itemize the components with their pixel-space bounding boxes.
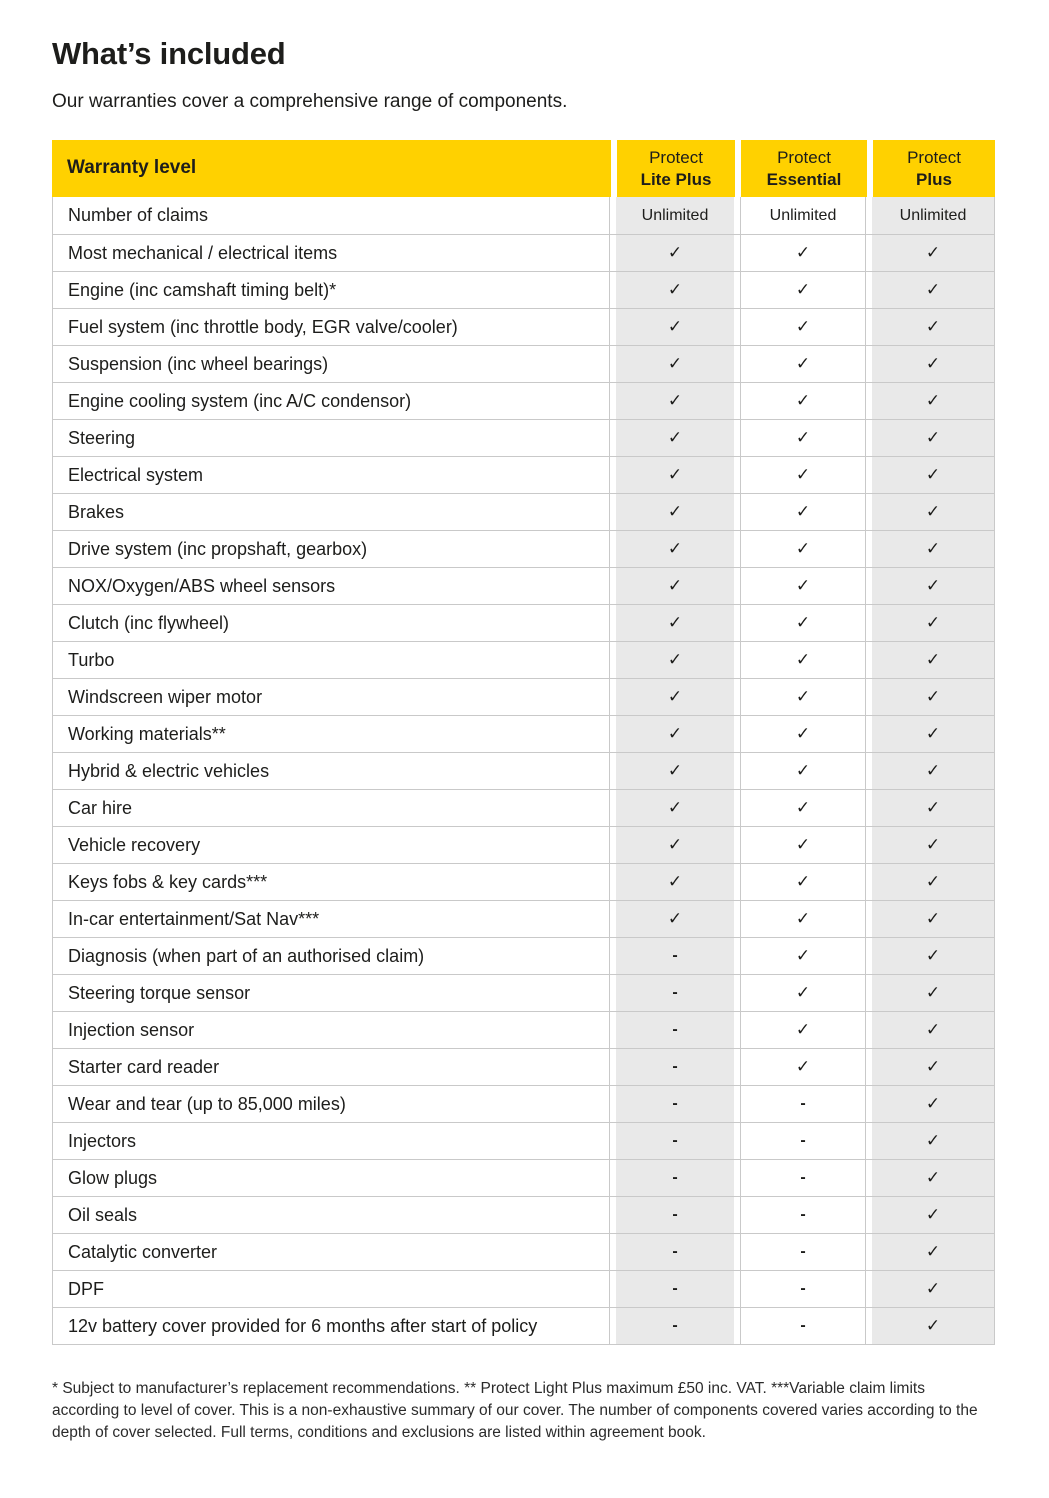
check-icon: ✓ <box>925 539 941 558</box>
check-icon: ✓ <box>667 317 683 336</box>
cell-protect-essential <box>740 235 866 271</box>
check-icon: ✓ <box>667 687 683 706</box>
table-row <box>53 1122 994 1159</box>
cell-protect-essential <box>740 568 866 604</box>
cell-protect-plus <box>872 235 994 271</box>
cell-protect-plus <box>872 1234 994 1270</box>
footnote: * Subject to manufacturer’s replacement recommendations. ** Protect Light Plus maximum £50 inc. VAT. ***Variable claim limits according to level of cover. This is a non-exhaustive summary of our cover. The number of components covered varies according to the depth of cover selected. Full terms, conditions and exclusions are listed within agreement book. <box>52 1380 978 1441</box>
cell-protect-essential <box>740 197 866 234</box>
cell-protect-lite-plus <box>616 901 734 937</box>
cell-protect-essential <box>740 531 866 567</box>
cell-protect-plus <box>872 679 994 715</box>
cell-protect-essential <box>740 309 866 345</box>
cell-protect-lite-plus <box>616 1197 734 1233</box>
check-icon: ✓ <box>667 354 683 373</box>
check-icon: ✓ <box>795 1020 811 1039</box>
check-icon: ✓ <box>795 650 811 669</box>
table-row <box>53 271 994 308</box>
check-icon: ✓ <box>925 428 941 447</box>
check-icon: ✓ <box>667 391 683 410</box>
check-icon: ✓ <box>667 428 683 447</box>
check-icon: ✓ <box>925 872 941 891</box>
check-icon: ✓ <box>795 613 811 632</box>
check-icon: ✓ <box>925 317 941 336</box>
cell-protect-essential <box>740 938 866 974</box>
row-label: Working materials** <box>53 716 610 752</box>
row-label: Keys fobs & key cards*** <box>53 864 610 900</box>
cell-protect-essential <box>740 1197 866 1233</box>
row-label: Electrical system <box>53 457 610 493</box>
row-label: Glow plugs <box>53 1160 610 1196</box>
check-icon: ✓ <box>667 502 683 521</box>
cell-protect-plus <box>872 1123 994 1159</box>
plan-tier: Essential <box>766 169 842 189</box>
cell-protect-essential <box>740 975 866 1011</box>
row-label: Fuel system (inc throttle body, EGR valve/cooler) <box>53 309 610 345</box>
plan-brand: Protect <box>649 147 703 167</box>
cell-protect-lite-plus <box>616 642 734 678</box>
cell-protect-essential <box>740 827 866 863</box>
cell-protect-plus <box>872 642 994 678</box>
cell-protect-lite-plus <box>616 309 734 345</box>
check-icon: ✓ <box>925 835 941 854</box>
check-icon: ✓ <box>925 687 941 706</box>
check-icon: ✓ <box>795 798 811 817</box>
dash-icon: - <box>800 1243 806 1260</box>
check-icon: ✓ <box>925 650 941 669</box>
cell-protect-plus <box>872 1308 994 1344</box>
table-row <box>53 1085 994 1122</box>
plan-brand: Protect <box>907 147 961 167</box>
dash-icon: - <box>672 1206 678 1223</box>
dash-icon: - <box>800 1280 806 1297</box>
row-label: Vehicle recovery <box>53 827 610 863</box>
plan-tier: Lite Plus <box>640 169 712 189</box>
check-icon: ✓ <box>795 465 811 484</box>
cell-protect-plus <box>872 1160 994 1196</box>
check-icon: ✓ <box>667 613 683 632</box>
check-icon: ✓ <box>795 761 811 780</box>
row-label: In-car entertainment/Sat Nav*** <box>53 901 610 937</box>
cell-protect-essential <box>740 716 866 752</box>
dash-icon: - <box>800 1317 806 1334</box>
table-row <box>53 382 994 419</box>
cell-protect-plus <box>872 901 994 937</box>
check-icon: ✓ <box>795 983 811 1002</box>
row-label: Brakes <box>53 494 610 530</box>
check-icon: ✓ <box>795 835 811 854</box>
check-icon: ✓ <box>795 1057 811 1076</box>
check-icon: ✓ <box>925 909 941 928</box>
cell-protect-plus <box>872 1197 994 1233</box>
table-row <box>53 493 994 530</box>
dash-icon: - <box>800 1095 806 1112</box>
cell-protect-plus <box>872 420 994 456</box>
cell-protect-plus <box>872 790 994 826</box>
header-protect-essential <box>741 140 867 197</box>
check-icon: ✓ <box>925 724 941 743</box>
check-icon: ✓ <box>925 1316 941 1335</box>
dash-icon: - <box>672 1058 678 1075</box>
table-row <box>53 1159 994 1196</box>
dash-icon: - <box>672 1095 678 1112</box>
row-label: Steering <box>53 420 610 456</box>
cell-protect-lite-plus <box>616 864 734 900</box>
cell-protect-lite-plus <box>616 568 734 604</box>
check-icon: ✓ <box>667 872 683 891</box>
row-label: Hybrid & electric vehicles <box>53 753 610 789</box>
cell-protect-essential <box>740 1234 866 1270</box>
check-icon: ✓ <box>925 576 941 595</box>
check-icon: ✓ <box>925 354 941 373</box>
table-row <box>53 678 994 715</box>
check-icon: ✓ <box>925 502 941 521</box>
check-icon: ✓ <box>795 502 811 521</box>
cell-protect-lite-plus <box>616 679 734 715</box>
dash-icon: - <box>672 984 678 1001</box>
table-row <box>53 863 994 900</box>
cell-protect-plus <box>872 494 994 530</box>
check-icon: ✓ <box>925 1279 941 1298</box>
dash-icon: - <box>800 1132 806 1149</box>
table-row <box>53 641 994 678</box>
header-protect-plus <box>873 140 995 197</box>
row-label: Oil seals <box>53 1197 610 1233</box>
cell-protect-lite-plus <box>616 1086 734 1122</box>
plan-tier: Plus <box>916 169 952 189</box>
row-label: Car hire <box>53 790 610 826</box>
header-warranty-level: Warranty level <box>52 140 611 197</box>
table-row <box>53 1270 994 1307</box>
check-icon: ✓ <box>795 243 811 262</box>
check-icon: ✓ <box>795 354 811 373</box>
warranty-comparison-table <box>52 140 995 1345</box>
table-row <box>53 530 994 567</box>
table-row <box>53 1011 994 1048</box>
cell-protect-essential <box>740 420 866 456</box>
check-icon: ✓ <box>667 576 683 595</box>
cell-protect-plus <box>872 531 994 567</box>
table-row <box>53 1048 994 1085</box>
check-icon: ✓ <box>925 798 941 817</box>
check-icon: ✓ <box>925 613 941 632</box>
cell-protect-plus <box>872 753 994 789</box>
dash-icon: - <box>672 1132 678 1149</box>
row-label: Injection sensor <box>53 1012 610 1048</box>
cell-text: Unlimited <box>899 206 967 224</box>
cell-protect-essential <box>740 272 866 308</box>
row-label: Starter card reader <box>53 1049 610 1085</box>
dash-icon: - <box>672 1243 678 1260</box>
table-row <box>53 1307 994 1344</box>
row-label: Injectors <box>53 1123 610 1159</box>
cell-protect-lite-plus <box>616 383 734 419</box>
cell-protect-lite-plus <box>616 1160 734 1196</box>
cell-protect-lite-plus <box>616 753 734 789</box>
check-icon: ✓ <box>667 835 683 854</box>
check-icon: ✓ <box>795 946 811 965</box>
cell-protect-lite-plus <box>616 494 734 530</box>
check-icon: ✓ <box>667 761 683 780</box>
cell-protect-essential <box>740 1012 866 1048</box>
cell-protect-plus <box>872 975 994 1011</box>
page-subtitle: Our warranties cover a comprehensive range of components. <box>52 91 568 112</box>
row-label: Engine (inc camshaft timing belt)* <box>53 272 610 308</box>
dash-icon: - <box>672 1021 678 1038</box>
cell-protect-lite-plus <box>616 1049 734 1085</box>
check-icon: ✓ <box>795 428 811 447</box>
check-icon: ✓ <box>925 1168 941 1187</box>
check-icon: ✓ <box>795 280 811 299</box>
cell-protect-lite-plus <box>616 975 734 1011</box>
cell-protect-essential <box>740 679 866 715</box>
cell-protect-lite-plus <box>616 197 734 234</box>
table-row <box>53 419 994 456</box>
table-row <box>53 234 994 271</box>
cell-text: Unlimited <box>769 206 837 224</box>
cell-protect-essential <box>740 494 866 530</box>
check-icon: ✓ <box>925 465 941 484</box>
dash-icon: - <box>800 1169 806 1186</box>
check-icon: ✓ <box>925 243 941 262</box>
check-icon: ✓ <box>667 465 683 484</box>
cell-protect-plus <box>872 605 994 641</box>
check-icon: ✓ <box>795 539 811 558</box>
check-icon: ✓ <box>795 576 811 595</box>
cell-protect-lite-plus <box>616 1123 734 1159</box>
cell-protect-essential <box>740 790 866 826</box>
row-label: Catalytic converter <box>53 1234 610 1270</box>
table-row <box>53 197 994 234</box>
check-icon: ✓ <box>925 1057 941 1076</box>
cell-protect-plus <box>872 383 994 419</box>
table-row <box>53 567 994 604</box>
cell-protect-plus <box>872 938 994 974</box>
row-label: DPF <box>53 1271 610 1307</box>
table-row <box>53 752 994 789</box>
cell-protect-essential <box>740 901 866 937</box>
cell-protect-lite-plus <box>616 235 734 271</box>
check-icon: ✓ <box>667 650 683 669</box>
row-label: Windscreen wiper motor <box>53 679 610 715</box>
check-icon: ✓ <box>925 983 941 1002</box>
row-label: Wear and tear (up to 85,000 miles) <box>53 1086 610 1122</box>
table-row <box>53 308 994 345</box>
cell-protect-lite-plus <box>616 272 734 308</box>
cell-protect-essential <box>740 1308 866 1344</box>
check-icon: ✓ <box>925 391 941 410</box>
table-row <box>53 826 994 863</box>
dash-icon: - <box>672 1280 678 1297</box>
dash-icon: - <box>672 1317 678 1334</box>
cell-protect-plus <box>872 457 994 493</box>
cell-protect-lite-plus <box>616 1234 734 1270</box>
check-icon: ✓ <box>667 243 683 262</box>
row-label: 12v battery cover provided for 6 months after start of policy <box>53 1308 610 1344</box>
cell-protect-essential <box>740 383 866 419</box>
cell-protect-plus <box>872 1271 994 1307</box>
table-row <box>53 974 994 1011</box>
cell-protect-essential <box>740 753 866 789</box>
check-icon: ✓ <box>925 1205 941 1224</box>
check-icon: ✓ <box>795 909 811 928</box>
header-protect-lite-plus <box>617 140 735 197</box>
dash-icon: - <box>672 1169 678 1186</box>
check-icon: ✓ <box>667 539 683 558</box>
table-row <box>53 900 994 937</box>
check-icon: ✓ <box>667 798 683 817</box>
cell-protect-lite-plus <box>616 1271 734 1307</box>
table-header-row <box>52 140 995 197</box>
table-row <box>53 1196 994 1233</box>
cell-protect-lite-plus <box>616 420 734 456</box>
cell-protect-plus <box>872 716 994 752</box>
table-row <box>53 1233 994 1270</box>
check-icon: ✓ <box>925 761 941 780</box>
cell-protect-plus <box>872 1049 994 1085</box>
dash-icon: - <box>800 1206 806 1223</box>
table-row <box>53 345 994 382</box>
table-row <box>53 789 994 826</box>
page-title: What’s included <box>52 36 286 71</box>
check-icon: ✓ <box>667 909 683 928</box>
check-icon: ✓ <box>795 872 811 891</box>
table-row <box>53 456 994 493</box>
cell-protect-lite-plus <box>616 605 734 641</box>
cell-protect-essential <box>740 605 866 641</box>
table-row <box>53 937 994 974</box>
cell-protect-essential <box>740 1271 866 1307</box>
cell-protect-lite-plus <box>616 531 734 567</box>
check-icon: ✓ <box>925 946 941 965</box>
row-label: Turbo <box>53 642 610 678</box>
check-icon: ✓ <box>667 280 683 299</box>
cell-protect-plus <box>872 864 994 900</box>
cell-protect-essential <box>740 457 866 493</box>
cell-protect-lite-plus <box>616 827 734 863</box>
cell-protect-essential <box>740 1049 866 1085</box>
row-label: Number of claims <box>53 197 610 234</box>
cell-protect-plus <box>872 827 994 863</box>
cell-protect-plus <box>872 272 994 308</box>
check-icon: ✓ <box>667 724 683 743</box>
cell-protect-plus <box>872 568 994 604</box>
row-label: Steering torque sensor <box>53 975 610 1011</box>
cell-protect-essential <box>740 864 866 900</box>
plan-brand: Protect <box>777 147 831 167</box>
cell-protect-essential <box>740 642 866 678</box>
cell-protect-plus <box>872 1086 994 1122</box>
table-body <box>52 197 995 1345</box>
row-label: Drive system (inc propshaft, gearbox) <box>53 531 610 567</box>
row-label: Suspension (inc wheel bearings) <box>53 346 610 382</box>
check-icon: ✓ <box>795 724 811 743</box>
cell-protect-plus <box>872 346 994 382</box>
table-row <box>53 604 994 641</box>
cell-protect-plus <box>872 197 994 234</box>
cell-protect-lite-plus <box>616 716 734 752</box>
check-icon: ✓ <box>925 1094 941 1113</box>
check-icon: ✓ <box>925 1020 941 1039</box>
cell-protect-essential <box>740 1123 866 1159</box>
cell-protect-lite-plus <box>616 1012 734 1048</box>
row-label: Most mechanical / electrical items <box>53 235 610 271</box>
check-icon: ✓ <box>925 280 941 299</box>
row-label: NOX/Oxygen/ABS wheel sensors <box>53 568 610 604</box>
cell-protect-lite-plus <box>616 346 734 382</box>
cell-protect-lite-plus <box>616 938 734 974</box>
row-label: Diagnosis (when part of an authorised claim) <box>53 938 610 974</box>
cell-protect-lite-plus <box>616 457 734 493</box>
cell-protect-essential <box>740 346 866 382</box>
check-icon: ✓ <box>795 391 811 410</box>
check-icon: ✓ <box>925 1242 941 1261</box>
cell-protect-essential <box>740 1086 866 1122</box>
cell-protect-lite-plus <box>616 1308 734 1344</box>
check-icon: ✓ <box>795 317 811 336</box>
row-label: Engine cooling system (inc A/C condensor) <box>53 383 610 419</box>
cell-protect-plus <box>872 309 994 345</box>
row-label: Clutch (inc flywheel) <box>53 605 610 641</box>
check-icon: ✓ <box>795 687 811 706</box>
cell-text: Unlimited <box>641 206 709 224</box>
cell-protect-plus <box>872 1012 994 1048</box>
table-row <box>53 715 994 752</box>
cell-protect-lite-plus <box>616 790 734 826</box>
check-icon: ✓ <box>925 1131 941 1150</box>
dash-icon: - <box>672 947 678 964</box>
cell-protect-essential <box>740 1160 866 1196</box>
